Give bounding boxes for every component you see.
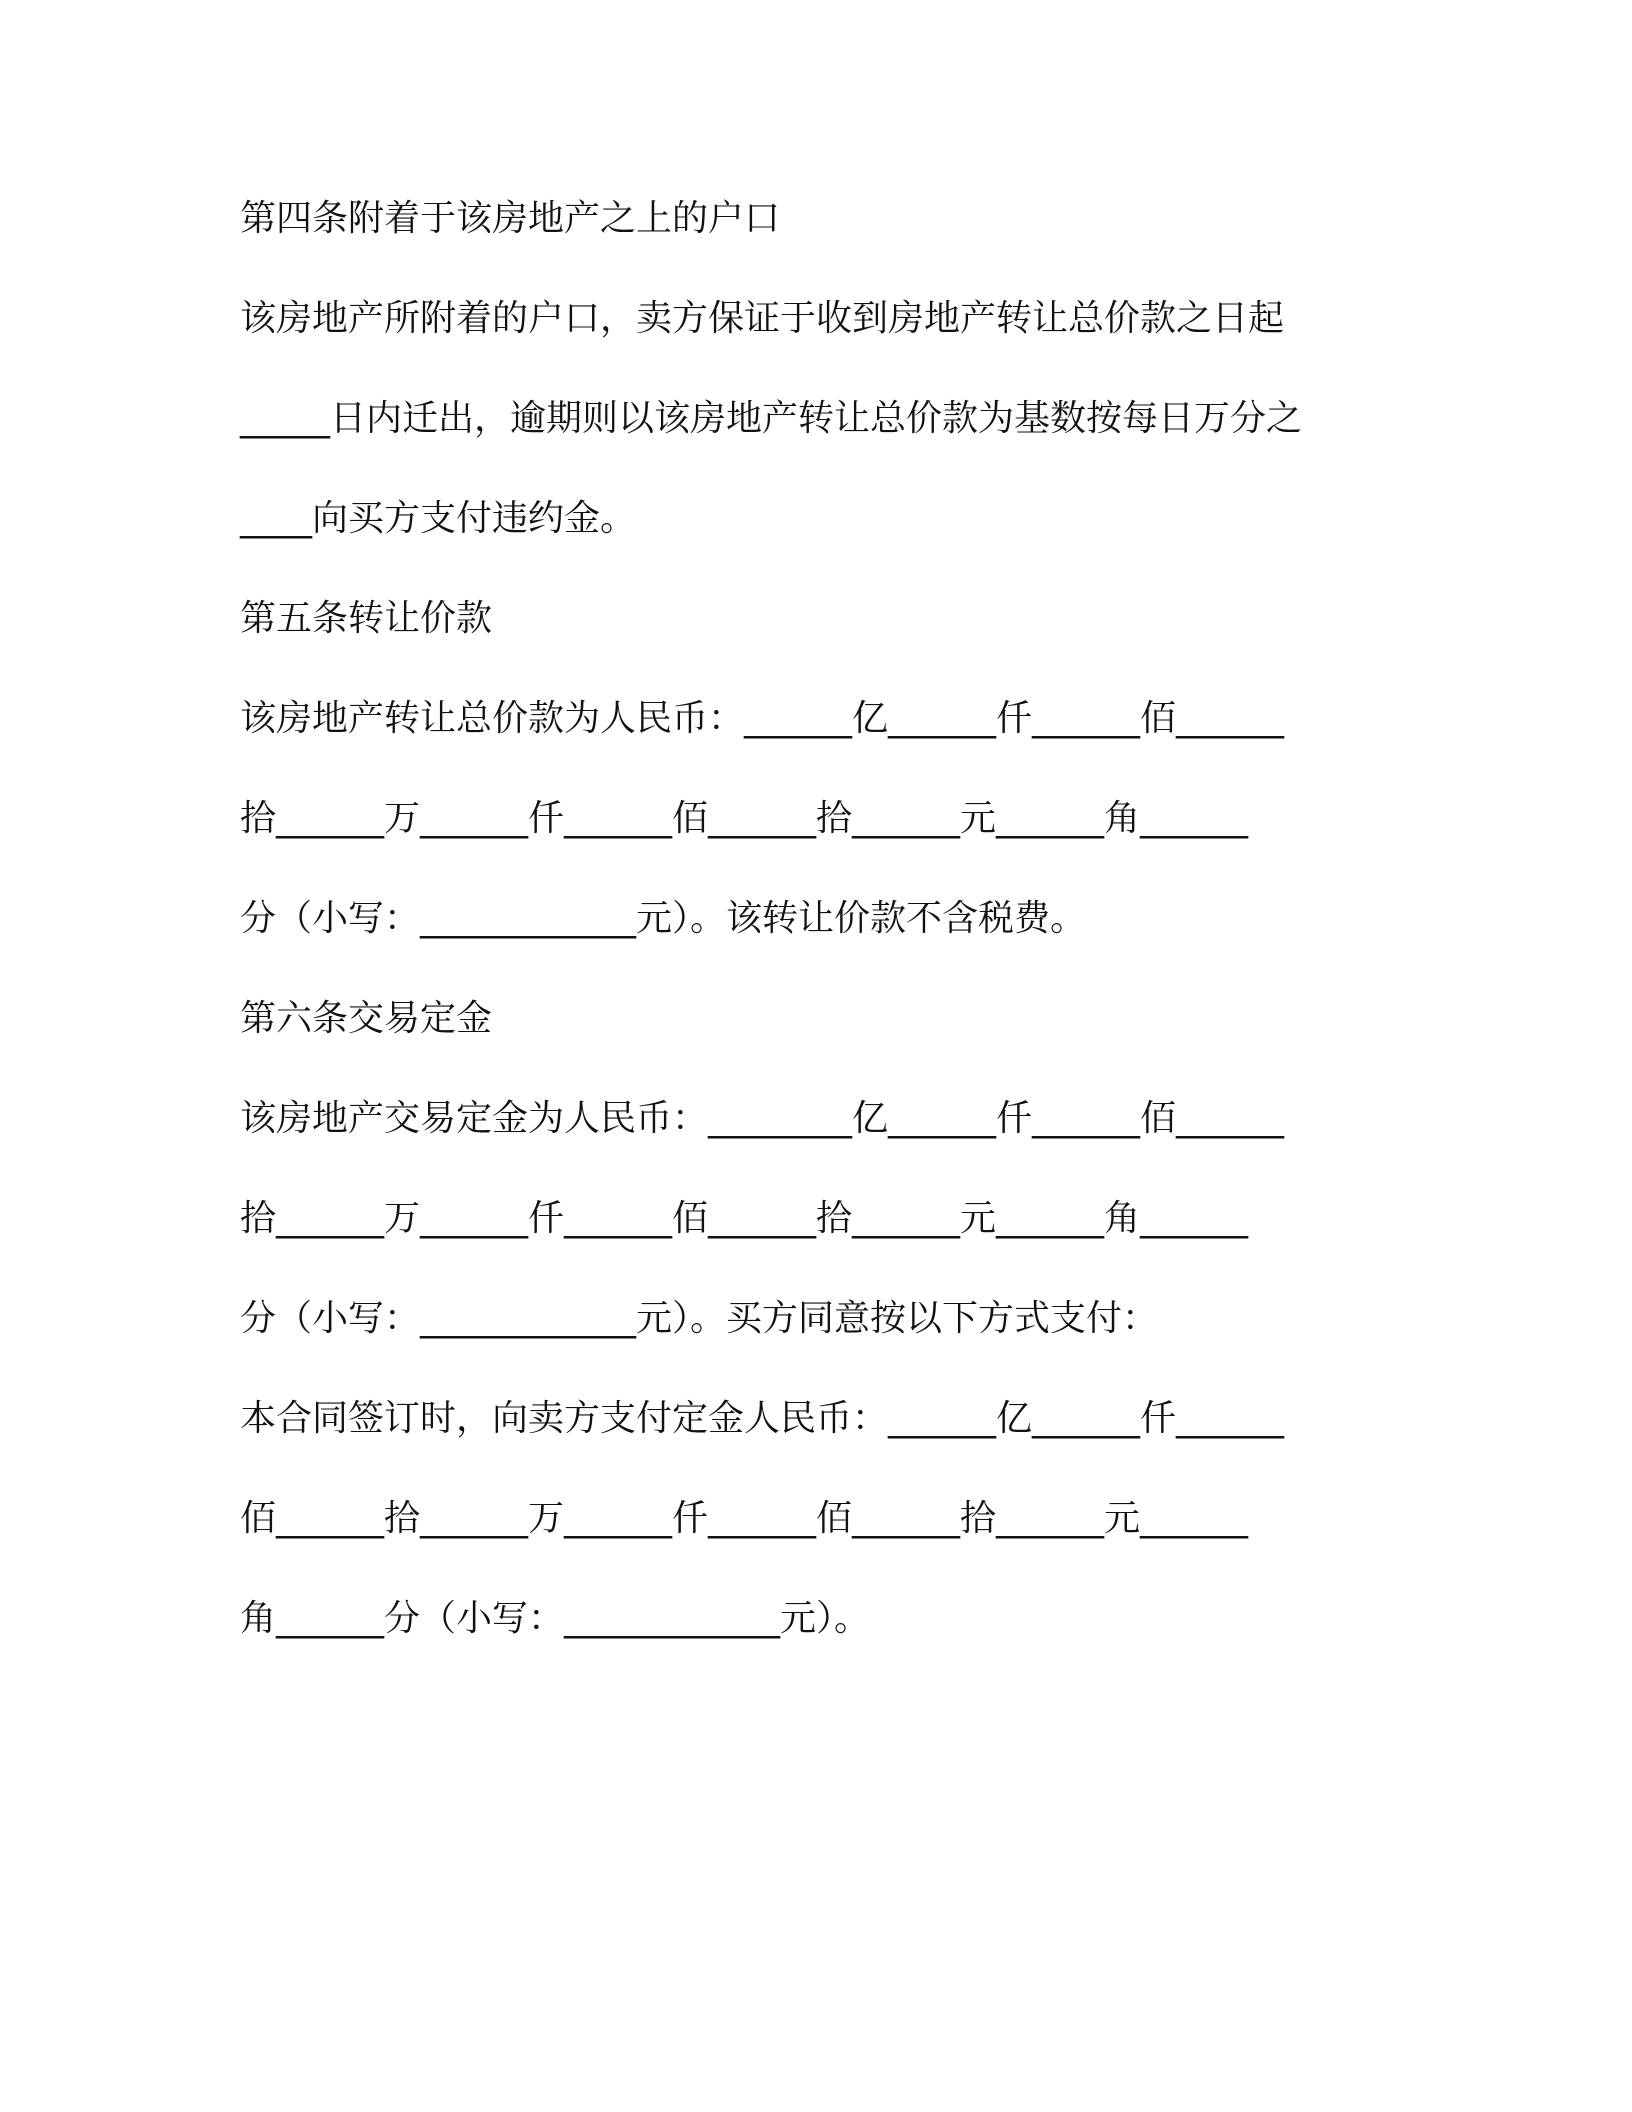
- article-4-text-line-2: _____日内迁出，逾期则以该房地产转让总价款为基数按每日万分之: [240, 398, 1303, 439]
- article-4-text-line-1: 该房地产所附着的户口，卖方保证于收到房地产转让总价款之日起: [240, 298, 1285, 339]
- article-6-text-line-3: 分（小写：____________元）。买方同意按以下方式支付：: [240, 1298, 1159, 1339]
- article-6-text-line-6: 角______分（小写：____________元）。: [240, 1598, 871, 1639]
- article-6-text-line-5: 佰______拾______万______仟______佰______拾______元______: [240, 1498, 1248, 1539]
- article-5-text-line-1: 该房地产转让总价款为人民币：______亿______仟______佰______: [240, 698, 1285, 739]
- article-4-heading: 第四条附着于该房地产之上的户口: [240, 198, 781, 239]
- article-6-heading: 第六条交易定金: [240, 998, 493, 1039]
- article-6-text-line-2: 拾______万______仟______佰______拾______元______角______: [240, 1198, 1248, 1239]
- article-5-heading: 第五条转让价款: [240, 598, 493, 639]
- article-6-text-line-1: 该房地产交易定金为人民币：________亿______仟______佰______: [240, 1098, 1285, 1139]
- article-6-text-line-4: 本合同签订时，向卖方支付定金人民币：______亿______仟______: [240, 1398, 1285, 1439]
- article-5-text-line-3: 分（小写：____________元）。该转让价款不含税费。: [240, 898, 1087, 939]
- article-4-text-line-3: ____向买方支付违约金。: [240, 498, 637, 539]
- article-5-text-line-2: 拾______万______仟______佰______拾______元______角______: [240, 798, 1248, 839]
